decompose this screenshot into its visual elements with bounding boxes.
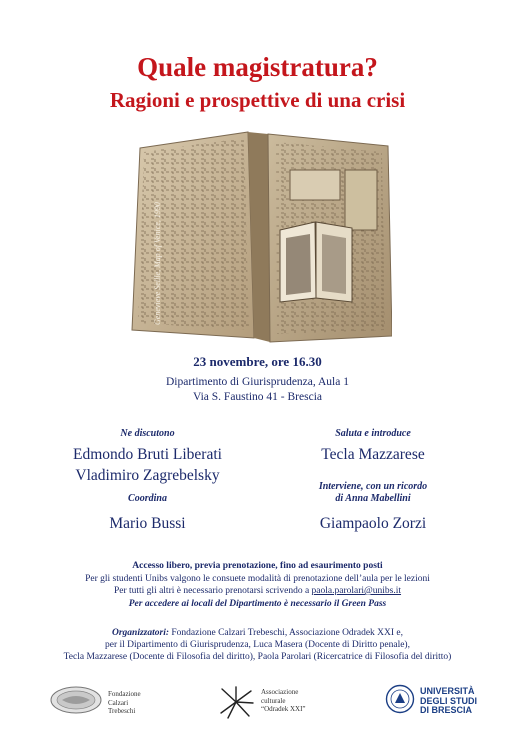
label-interviene-line2: di Anna Mabellini: [335, 493, 411, 504]
contact-email-link[interactable]: paola.parolari@unibs.it: [311, 586, 402, 596]
speaker-bruti-liberati: Edmondo Bruti Liberati: [73, 446, 222, 463]
venue-line2: Via S. Faustino 41 - Brescia: [193, 391, 322, 403]
label-saluta-introduce: Saluta e introduce: [335, 428, 411, 439]
unibs-line2: DEGLI STUDI: [420, 695, 478, 706]
event-date: 23 novembre, ore 16.30: [193, 354, 322, 369]
unibs-seal-icon: [385, 684, 415, 714]
speaker-bussi: Mario Bussi: [109, 515, 186, 532]
organizers-line1: [0, 627, 515, 639]
label-interviene-line1: Interviene, con un ricordo: [318, 481, 428, 492]
fondazione-line2: Calzari: [108, 698, 129, 707]
organizers-label: Organizzatori:: [111, 628, 169, 638]
title-subtitle: Ragioni e prospettive di una crisi: [109, 88, 406, 112]
organizers-line3: Tecla Mazzarese (Docente di Filosofia del diritto), Paola Parolari (Ricercatrice di Filosofia del diritto): [63, 652, 452, 662]
organizers-line1-text: Fondazione Calzari Trebeschi, Associazione Odradek XXI e,: [169, 628, 404, 638]
artwork-image: [130, 130, 392, 345]
fondazione-seal-icon: [50, 686, 102, 714]
fondazione-line1: Fondazione: [108, 690, 141, 698]
title-main: Quale magistratura?: [137, 52, 378, 82]
unibs-line3: DI BRESCIA: [420, 705, 473, 715]
fondazione-line3: Trebeschi: [108, 707, 136, 715]
odradek-line2: culturale: [261, 696, 286, 705]
access-line2: Per gli studenti Unibs valgono le consuete modalità di prenotazione dell’aula per le lezioni: [85, 573, 430, 584]
odradek-line1: Associazione: [261, 688, 299, 696]
speaker-zorzi: Giampaolo Zorzi: [319, 515, 427, 532]
event-venue: [0, 375, 515, 405]
organizers-line2: per il Dipartimento di Giurisprudenza, Luca Masera (Docente di Diritto penale),: [105, 640, 410, 650]
unibs-logo-text: [420, 687, 477, 716]
access-line3: [0, 585, 515, 598]
speaker-zagrebelsky: Vladimiro Zagrebelsky: [75, 467, 220, 484]
access-line1: Accesso libero, previa prenotazione, fino ad esaurimento posti: [132, 561, 383, 571]
artwork-caption: Genevieve Seille, Map of Venice, 1990: [153, 202, 162, 325]
access-line3-text: Per tutti gli altri è necessario prenotarsi scrivendo a: [113, 586, 312, 596]
access-info: [0, 560, 515, 610]
odradek-logo-text: [261, 688, 306, 714]
fondazione-logo-text: [108, 690, 141, 716]
unibs-line1: UNIVERSITÀ: [420, 686, 475, 696]
odradek-line3: “Odradek XXI”: [261, 705, 306, 713]
organizers: [0, 627, 515, 663]
access-line4: Per accedere ai locali del Dipartimento è necessario il Green Pass: [128, 598, 387, 609]
venue-line1: Dipartimento di Giurisprudenza, Aula 1: [165, 376, 349, 388]
label-ne-discutono: Ne discutono: [120, 428, 175, 439]
odradek-star-icon: [218, 685, 254, 719]
label-coordina: Coordina: [128, 493, 167, 504]
speaker-mazzarese: Tecla Mazzarese: [321, 446, 425, 463]
